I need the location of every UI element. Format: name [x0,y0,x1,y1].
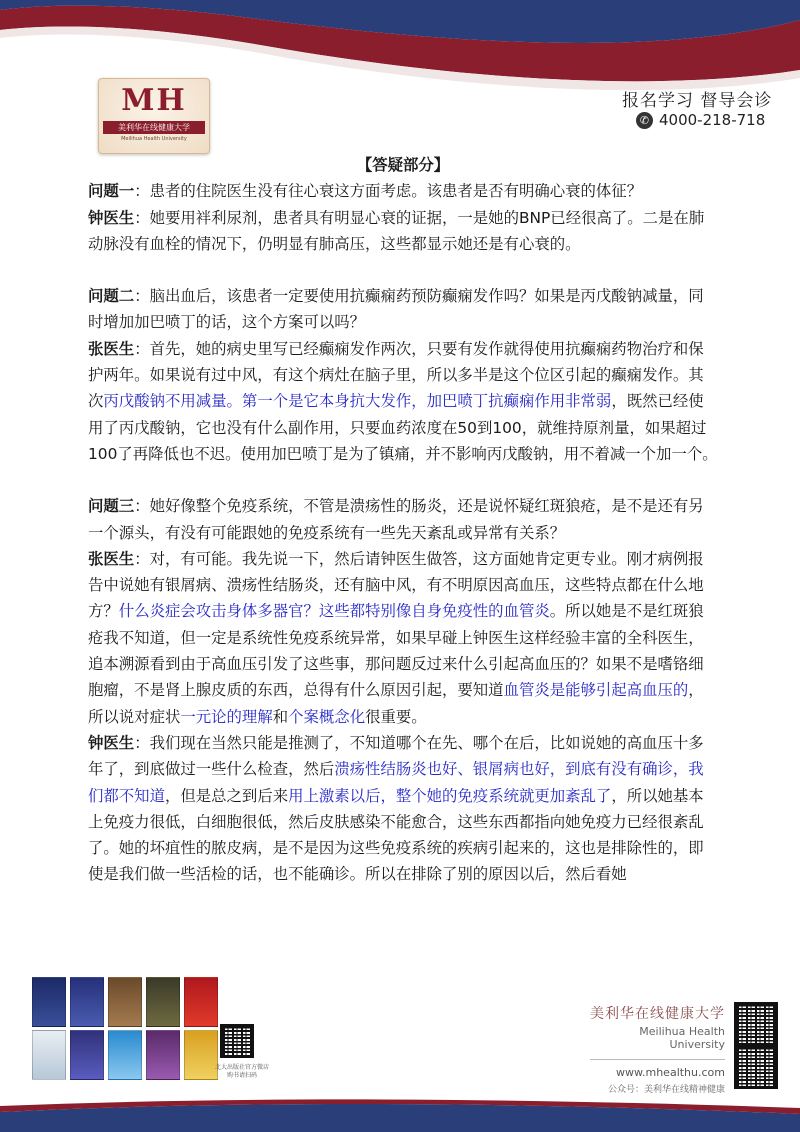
book-gallery [32,972,269,1090]
logo [98,78,210,154]
header-slogan: 报名学习 督导会诊 [622,91,773,111]
footer-brand-en: Meilihua Health University [639,1025,725,1051]
phone-icon: ✆ [636,112,653,129]
body-text: ：首先，她的病史里写已经癫痫发作两次，只要有发作就得使用抗癫痫药物治疗和保护两年。如果说有过中风，有这个病灶在脑子里，所以多半是这个位区引起的癫痫发作。其次 [88,339,704,411]
speaker-label: 张医生 [88,549,135,568]
book-cover [108,1030,142,1080]
section-title: 【答疑部分】 [356,156,450,174]
speaker-label: 问题一 [88,182,135,201]
main-content [88,152,718,888]
qa-paragraph [88,546,718,730]
book-cover [32,1030,66,1080]
header-phone [636,111,765,129]
book-cover [70,977,104,1027]
highlighted-text: 血管炎是能够引起高血压的 [503,681,689,700]
body-text: ：脑出血后，该患者一定要使用抗癫痫药预防癫痫发作吗？如果是丙戊酸钠减量，同时增加加巴喷丁的话，这个方案可以吗？ [88,287,704,332]
speaker-label: 钟医生 [88,733,135,752]
body-text: ：我们现在当然只能是推测了，不知道哪个在先、哪个在后，比如说她的高血压十多年了，到底做过一些什么检查，然后 [88,733,704,779]
qa-paragraph [88,730,718,888]
footer-brand-cn: 美利华在线健康大学 [590,1006,725,1022]
body-text: ：患者的住院医生没有往心衰这方面考虑。该患者是否有明确心衰的体征？ [134,182,643,201]
highlighted-text: 丙戊酸钠不用减量。第一个是它本身抗大发作，加巴喷丁抗癫痫作用非常弱 [103,392,612,411]
body-text: 和 [272,707,289,726]
logo-ribbon: 美利华在线健康大学 [103,121,205,134]
footer-wechat: 公众号：美利华在线精神健康 [607,1085,725,1095]
paragraph-gap [88,257,718,283]
qr-code-top [734,1002,778,1046]
book-cover [70,1030,104,1080]
footer-website: www.mhealthu.com [616,1066,725,1079]
body-text: ，所以她基本上免疫力很低，白细胞很低，然后皮肤感染不能愈合，这些东西都指向她免疫力已经很紊乱了。她的坏疽性的脓皮病，是不是因为这些免疫系统的疾病引起来的，这也是排除性的，即使是我们做一些活检的话，也不能确诊。所以在排除了别的原因以后，然后看她 [88,786,704,884]
speaker-label: 问题三 [88,497,135,516]
book-cover [108,977,142,1027]
highlighted-text: 溃疡性结肠炎也好、银屑病也好，到底有没有确诊，我们都不知道 [88,760,704,805]
qa-paragraph [88,205,718,258]
body-text: 。所以她是不是红斑狼疮我不知道，但一定是系统性免疫系统异常，如果早碰上钟医生这样经验丰富的全科医生，追本溯源看到由于高血压引发了这些事，那问题反过来什么引起高血压的？如果不是嗜铬细胞瘤，不是肾上腺皮质的东西，总得有什么原因引起，要知道 [88,602,704,700]
qa-list [88,178,718,887]
body-text: ：她好像整个免疫系统，不管是溃疡性的肠炎，还是说怀疑红斑狼疮，是不是还有另一个源头，有没有可能跟她的免疫系统有一些先天紊乱或异常有关系？ [88,497,704,542]
body-text: ，但是总之到后来 [164,786,289,805]
qa-paragraph [88,283,718,336]
logo-mark: MH [121,83,187,118]
body-text: ，既然已经使用了丙戊酸钠，它也没有什么副作用，只要血药浓度在50到100，就维持原剂量，如果超过100了再降低也不迟。使用加巴喷丁是为了镇痛，并不影响丙戊酸钠，用不着减一个加一个。 [88,392,718,463]
footer-brand [590,1003,725,1095]
qa-paragraph [88,178,718,204]
speaker-label: 问题二 [88,287,135,306]
highlighted-text: 个案概念化 [288,707,366,726]
book-caption: 北大出版社官方微店 购书请扫码 [214,1064,269,1079]
speaker-label: 张医生 [88,339,135,358]
qa-paragraph [88,336,718,467]
highlighted-text: 用上激素以后，整个她的免疫系统就更加紊乱了 [288,786,612,805]
book-cover [184,977,218,1027]
body-text: ：她要用袢利尿剂，患者具有明显心衰的证据，一是她的BNP已经很高了。二是在肺动脉没有血栓的情况下，仍明显有肺高压，这些都显示她还是有心衰的。 [88,208,705,253]
logo-subtitle: Meilihua Health University [121,136,187,142]
qr-code-bottom [734,1045,778,1089]
shop-qr-code [220,1024,254,1058]
footer-divider [590,1059,725,1060]
phone-number: 4000-218-718 [659,111,766,129]
highlighted-text: 什么炎症会攻击身体多器官？这些都特别像自身免疫性的血管炎 [118,602,550,621]
speaker-label: 钟医生 [88,208,135,227]
qa-paragraph [88,493,718,546]
body-text: 很重要。 [365,707,427,726]
highlighted-text: 一元论的理解 [180,707,273,726]
body-text: ，所以说对症状 [88,681,704,726]
body-text: ：对，有可能。我先说一下，然后请钟医生做答，这方面她肯定更专业。刚才病例报告中说她有银屑病、溃疡性结肠炎，还有脑中风，有不明原因高血压，这些特点都在什么地方？ [88,549,704,621]
paragraph-gap [88,467,718,493]
book-cover [146,977,180,1027]
footer-band [0,1098,800,1132]
book-cover [146,1030,180,1080]
book-cover [32,977,66,1027]
